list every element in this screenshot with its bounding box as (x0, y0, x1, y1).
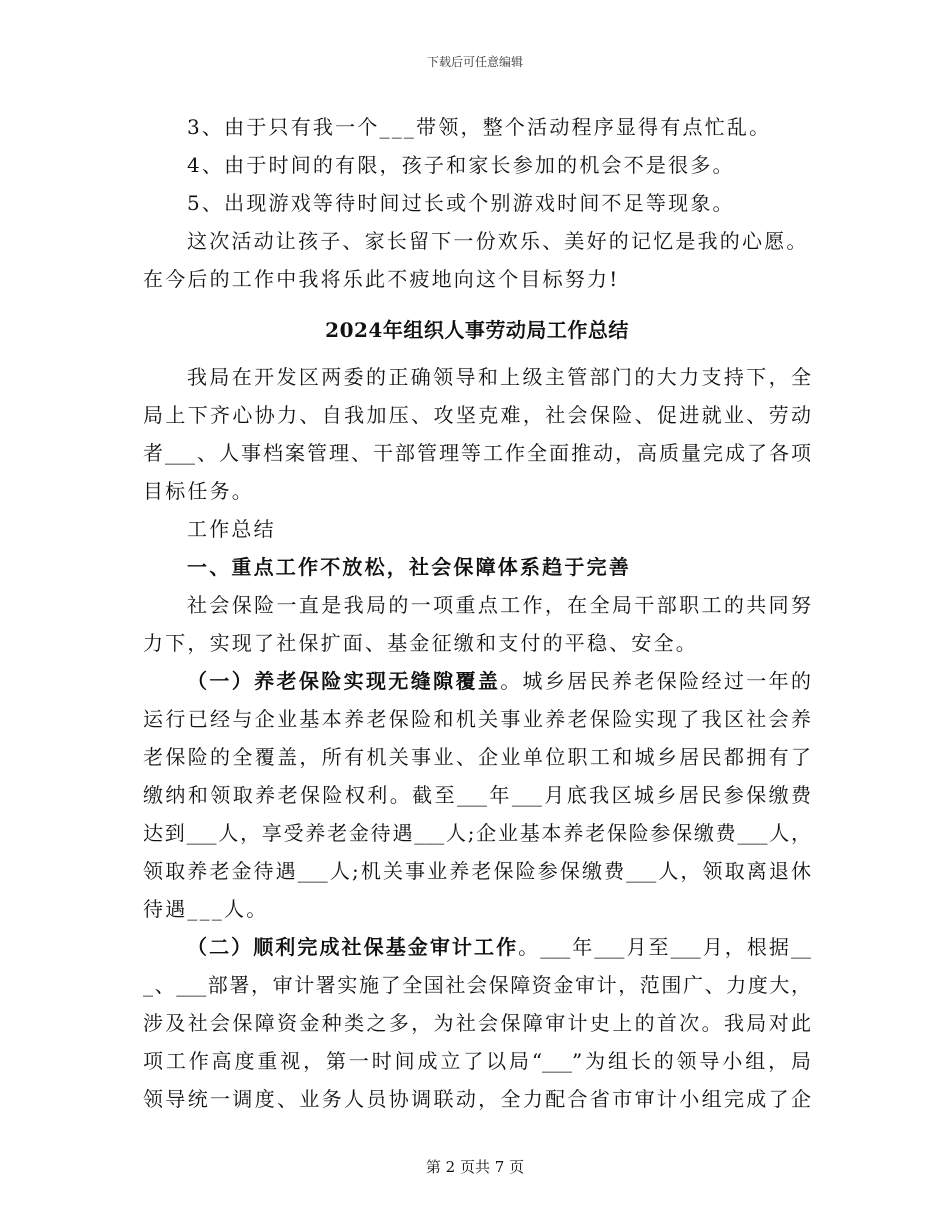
subsection-text: 。城乡居民养老保险经过一年的 (500, 669, 812, 693)
subsection-paragraph-line: 缴纳和领取养老保险权利。截至___年___月底我区城乡居民参保缴费 (143, 783, 811, 807)
work-summary-label: 工作总结 (187, 517, 276, 541)
section-paragraph-line: 力下，实现了社保扩面、基金征缴和支付的平稳、安全。 (143, 631, 698, 655)
page-footer: 第 2 页共 7 页 (425, 1158, 525, 1176)
subsection-paragraph-line: 达到___人，享受养老金待遇___人;企业基本养老保险参保缴费___人， (143, 821, 811, 845)
subsection-text: 。___年___月至___月，根据__ (518, 935, 812, 959)
section-paragraph-line: 社会保险一直是我局的一项重点工作，在全局干部职工的共同努 (187, 593, 811, 617)
list-item-3: 3、由于只有我一个___带领，整个活动程序显得有点忙乱。 (187, 115, 772, 139)
intro-paragraph-line: 局上下齐心协力、自我加压、攻坚克难，社会保险、促进就业、劳动 (143, 403, 811, 427)
closing-paragraph-line: 这次活动让孩子、家长留下一份欢乐、美好的记忆是我的心愿。 (187, 229, 809, 253)
section-heading: 一、重点工作不放松，社会保障体系趋于完善 (187, 555, 631, 579)
subsection-first-line (143, 928, 811, 966)
subsection-heading: （一）养老保险实现无缝隙覆盖 (187, 669, 501, 693)
subsection-paragraph-line: 领导统一调度、业务人员协调联动，全力配合省市审计小组完成了企 (143, 1087, 811, 1111)
document-body (143, 108, 811, 1118)
subsection-paragraph-line: 待遇___人。 (143, 897, 269, 921)
closing-paragraph-line: 在今后的工作中我将乐此不疲地向这个目标努力! (143, 267, 620, 291)
subsection-paragraph-line: 运行已经与企业基本养老保险和机关事业养老保险实现了我区社会养 (143, 707, 811, 731)
subsection-heading: （二）顺利完成社保基金审计工作 (187, 935, 519, 959)
subsection-paragraph-line: 老保险的全覆盖，所有机关事业、企业单位职工和城乡居民都拥有了 (143, 745, 811, 769)
intro-paragraph-line: 者___、人事档案管理、干部管理等工作全面推动，高质量完成了各项 (143, 441, 811, 465)
subsection-first-line (143, 662, 811, 700)
subsection-paragraph-line: _、___部署，审计署实施了全国社会保障资金审计，范围广、力度大， (143, 973, 811, 997)
list-item-5: 5、出现游戏等待时间过长或个别游戏时间不足等现象。 (187, 191, 735, 215)
subsection-paragraph-line: 涉及社会保障资金种类之多，为社会保障审计史上的首次。我局对此 (143, 1011, 811, 1035)
list-item-4: 4、由于时间的有限，孩子和家长参加的机会不是很多。 (187, 153, 735, 177)
subsection-paragraph-line: 领取养老金待遇___人;机关事业养老保险参保缴费___人，领取离退休 (143, 859, 811, 883)
intro-paragraph-line: 目标任务。 (143, 479, 254, 503)
subsection-paragraph-line: 项工作高度重视，第一时间成立了以局“___”为组长的领导小组，局 (143, 1049, 811, 1073)
intro-paragraph-line: 我局在开发区两委的正确领导和上级主管部门的大力支持下，全 (187, 365, 811, 389)
page-header: 下载后可任意编辑 (426, 55, 523, 69)
document-title: 2024年组织人事劳动局工作总结 (325, 318, 629, 342)
